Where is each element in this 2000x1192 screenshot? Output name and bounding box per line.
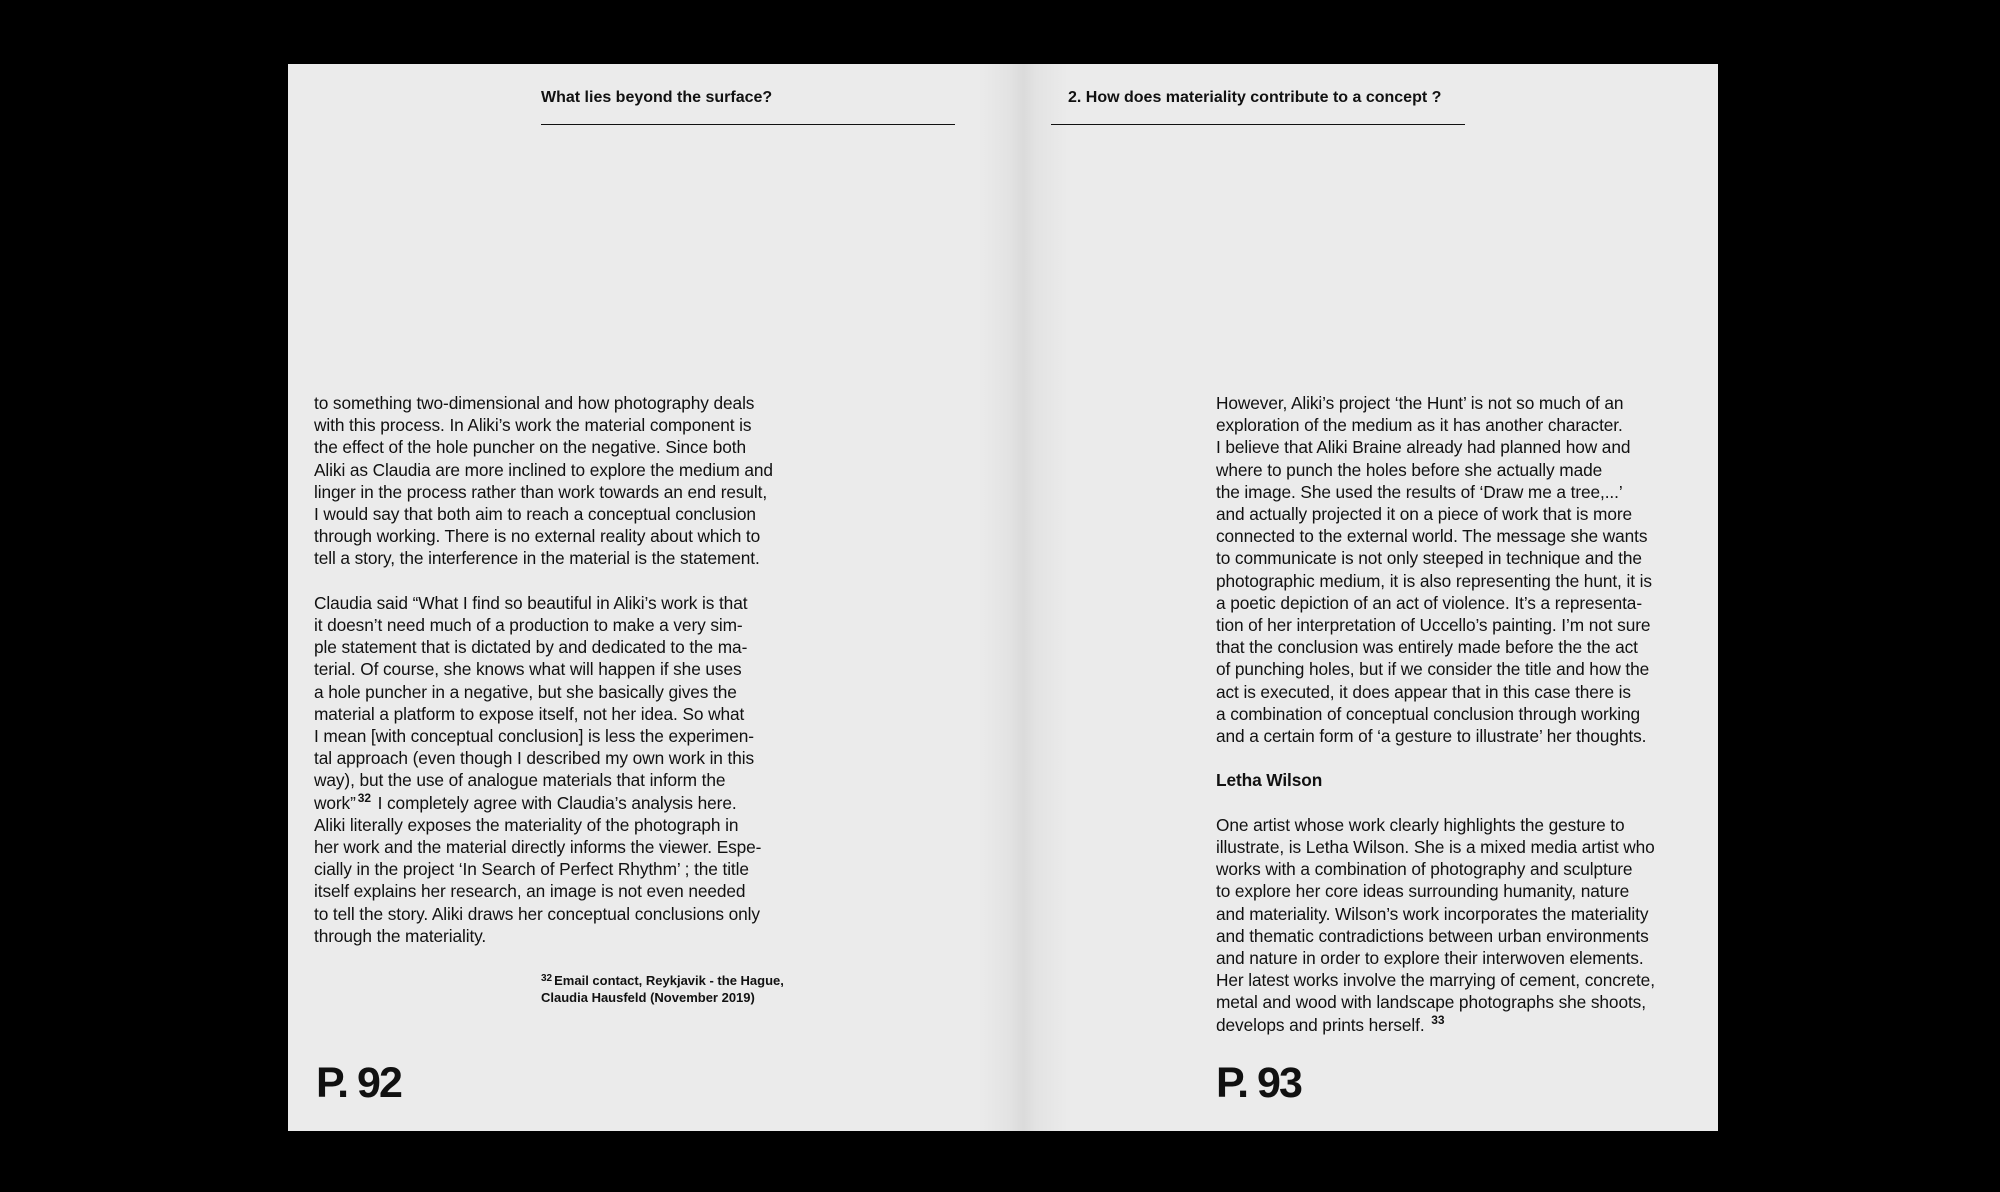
right-paragraph-2-text: One artist whose work clearly highlights the gesture to illustrate, is Letha Wilson. She is a mixed media artist who works with a combination of photography and sculpture to explore her core ideas surrounding humanity, nature and materiality. Wilson’s work incorporates the materiality and thematic contradictions between urban environments and nature in order to explore their interwoven elements. Her latest works involve the marrying of cement, concrete, metal and wood with landscape photographs she shoots, develops and prints herself. xyxy=(1216,814,1655,1035)
left-paragraph-2-part-a: Claudia said “What I find so beautiful in Aliki’s work is that it doesn’t need much of a production to make a very sim- ple statement that is dictated by and dedicated to the ma- terial. Of course, she knows what will happen if she uses a hole puncher in a negative, but she basically gives the material a platform to expose itself, not her idea. So what I mean [with conceptual conclusion] is less the experimen- tal approach (even though I described my own work in this way), but the use of analogue materials that inform the work” xyxy=(314,592,755,813)
right-page-body xyxy=(1216,392,1706,1036)
footnote-line-1: Email contact, Reykjavik - the Hague, xyxy=(554,973,784,988)
running-head-right xyxy=(1051,88,1465,125)
footnote-32 xyxy=(541,972,831,1006)
running-head-left-text: What lies beyond the surface? xyxy=(541,89,773,106)
left-paragraph-2-part-b: I completely agree with Claudia’s analysis here. Aliki literally exposes the materiality of the photograph in her work and the material directly informs the viewer. Espe- cially in the project ‘In Search of Perfect Rhythm’ ; the title itself explains her research, an image is not even needed to tell the story. Aliki draws her conceptual conclusions only through the materiality. xyxy=(314,792,762,946)
right-paragraph-1: However, Aliki’s project ‘the Hunt’ is not so much of an exploration of the medium as it has another character. I believe that Aliki Braine already had planned how and where to punch the holes before she actually made the image. She used the results of ‘Draw me a tree,...’ and actually projected it on a piece of work that is more connected to the external world. The message she wants to communicate is not only steeped in technique and the photographic medium, it is also representing the hunt, it is a poetic depiction of an act of violence. It’s a representa- tion of her interpretation of Uccello’s painting. I’m not sure that the conclusion was entirely made before the the act of punching holes, but if we consider the title and how the act is executed, it does appear that in this case there is a combination of conceptual conclusion through working and a certain form of ‘a gesture to illustrate’ her thoughts. xyxy=(1216,393,1652,747)
footnote-number: 32 xyxy=(541,973,553,984)
footnote-reference-33: 33 xyxy=(1431,1012,1445,1027)
footnote-reference-32: 32 xyxy=(357,790,371,805)
page-number-left: P. 92 xyxy=(316,1059,401,1107)
page-number-right: P. 93 xyxy=(1216,1059,1301,1107)
running-head-left xyxy=(541,88,955,125)
right-paragraph-2 xyxy=(1216,814,1706,1036)
book-spread xyxy=(288,64,1718,1131)
running-head-right-text: 2. How does materiality contribute to a concept ? xyxy=(1068,89,1442,106)
footnote-line-2: Claudia Hausfeld (November 2019) xyxy=(541,990,755,1005)
left-paragraph-2 xyxy=(314,592,804,947)
left-page-body xyxy=(314,392,804,947)
section-subheading: Letha Wilson xyxy=(1216,770,1323,791)
book-gutter-shadow xyxy=(978,64,1068,1131)
left-paragraph-1: to something two-dimensional and how photography deals with this process. In Aliki’s work the material component is the effect of the hole puncher on the negative. Since both Aliki as Claudia are more inclined to explore the medium and linger in the process rather than work towards an end result, I would say that both aim to reach a conceptual conclusion through working. There is no external reality about which to tell a story, the interference in the material is the statement. xyxy=(314,393,773,569)
